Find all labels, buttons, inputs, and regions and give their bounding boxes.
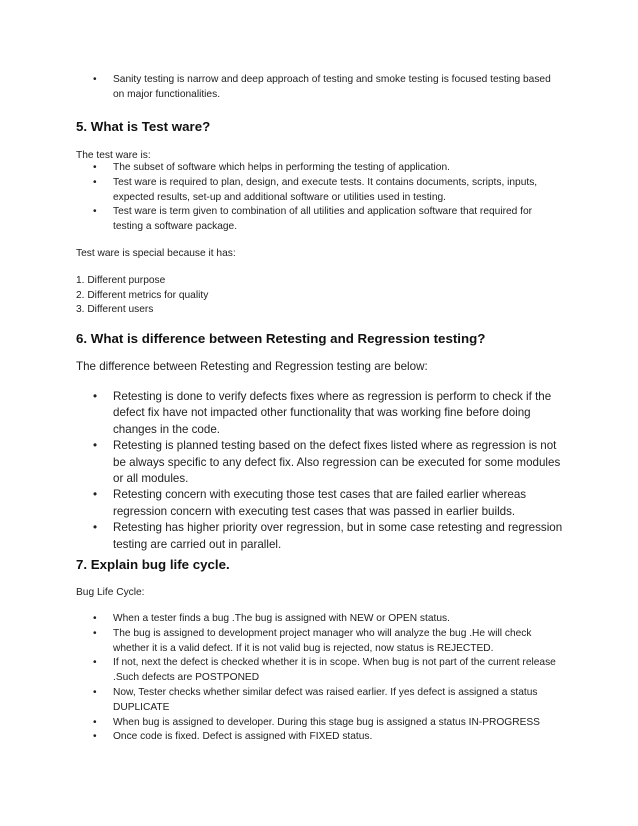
- list-item: • Now, Tester checks whether similar defect was raised earlier. If yes defect is assigned a status DUPLICATE: [0, 686, 638, 716]
- list-item: • Once code is fixed. Defect is assigned with FIXED status.: [0, 730, 638, 745]
- list-item: • Retesting is done to verify defects fixes where as regression is perform to check if the defect fix have not impacted other functionality that was working fine before doing changes in the code.: [0, 389, 638, 438]
- list-item: 2. Different metrics for quality: [76, 289, 209, 301]
- section-7-heading: 7. Explain bug life cycle.: [76, 557, 230, 572]
- section-5-heading: 5. What is Test ware?: [76, 119, 211, 134]
- intro-bullet-list: [0, 73, 638, 103]
- list-item: • If not, next the defect is checked whether it is in scope. When bug is not part of the current release .Such defects are POSTPONED: [0, 656, 638, 686]
- section-5-numbered-list: [76, 274, 208, 318]
- list-item: • When bug is assigned to developer. During this stage bug is assigned a status IN-PROGRESS: [0, 716, 638, 731]
- list-item: 1. Different purpose: [76, 275, 166, 286]
- list-item: • Test ware is term given to combination of all utilities and application software that required for testing a software package.: [0, 205, 638, 235]
- section-7-bullet-list: [0, 612, 638, 745]
- list-item: • The bug is assigned to development project manager who will analyze the bug .He will check whether it is a valid defect. If it is not valid bug is rejected, now status is REJECTED.: [0, 627, 638, 657]
- list-item: • Retesting has higher priority over regression, but in some case retesting and regression testing are carried out in parallel.: [0, 520, 638, 553]
- section-5-bullet-list: [0, 161, 638, 235]
- section-5-intro: The test ware is:: [76, 150, 151, 161]
- list-item: • Retesting is planned testing based on the defect fixes listed where as regression is not be always specific to any defect fix. Also regression can be executed for some modules or all modules.: [0, 438, 638, 487]
- section-6-heading: 6. What is difference between Retesting and Regression testing?: [76, 331, 486, 346]
- list-item: • The subset of software which helps in performing the testing of application.: [0, 161, 638, 176]
- list-item: • Retesting concern with executing those test cases that are failed earlier whereas regression concern with executing test cases that was passed in earlier builds.: [0, 487, 638, 520]
- list-item: • Test ware is required to plan, design, and execute tests. It contains documents, scripts, inputs, expected results, set-up and additional software or utilities used in testing.: [0, 176, 638, 206]
- section-6-intro: The difference between Retesting and Regression testing are below:: [76, 360, 428, 373]
- list-item: • Sanity testing is narrow and deep approach of testing and smoke testing is focused testing based on major functionalities.: [0, 73, 638, 103]
- section-7-intro: Bug Life Cycle:: [76, 587, 145, 598]
- list-item: 3. Different users: [76, 304, 154, 315]
- list-item: • When a tester finds a bug .The bug is assigned with NEW or OPEN status.: [0, 612, 638, 627]
- section-5-special-intro: Test ware is special because it has:: [76, 248, 236, 259]
- section-6-bullet-list: [0, 389, 638, 553]
